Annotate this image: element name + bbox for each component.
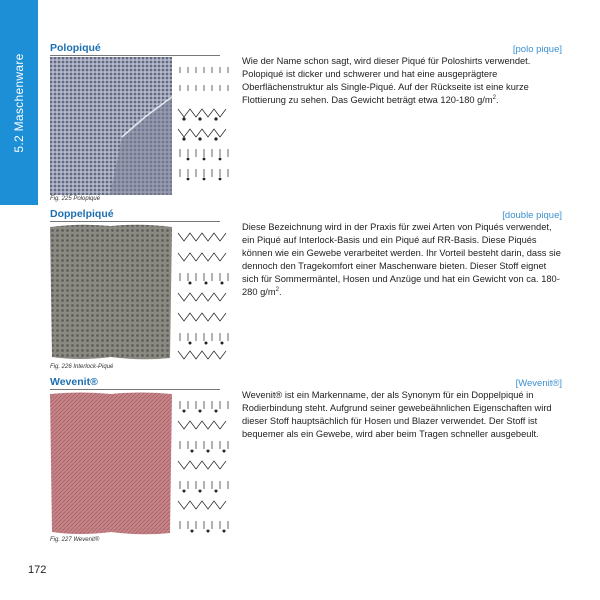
fabric-swatch-image: [50, 391, 172, 536]
section-title: Wevenit®: [50, 376, 98, 388]
page-number: 172: [28, 564, 47, 576]
section-body-text: Diese Bezeichnung wird in der Praxis für zwei Arten von Piqués verwendet, ein Piqué auf Interlock-Basis und ein Piqué auf RR-Basis. Diese Piqués können wie ein Gewebe verarbeitet werden. Ihr Vorteil besteht darin, dass sie dennoch den Tragekomfort einer Maschenware bieten. Dieser Stoff eignet sich für Sommermäntel, Hosen und Anzüge und hat ein Gewicht von ca. 180-280 $g/m^2$.: [242, 222, 561, 298]
fabric-swatch-image: [50, 223, 172, 361]
figure-caption: Fig. 225 Polopiqué: [50, 196, 101, 202]
section-body-text: Wie der Name schon sagt, wird dieser Piqué für Poloshirts verwendet. Polopiqué ist dicker und schwerer und hat eine ausgeprägtere Oberflächenstruktur als Single-Piqué. Auf der Rückseite ist eine kurze Flottierung zu sehen. Das Gewicht beträgt etwa 120-180 $g/m^2$.: [242, 56, 531, 106]
figure-caption: Fig. 226 Interlock-Piqué: [50, 364, 114, 370]
chapter-label: 5.2 Maschenware: [12, 52, 26, 153]
section-polopique: [50, 42, 562, 207]
section-wevenit: [50, 376, 562, 556]
section-doppelpique: [50, 208, 562, 373]
title-rule: [50, 55, 220, 56]
fabric-swatch-image: [50, 57, 172, 195]
knit-notation-diagram: [176, 223, 232, 365]
knit-notation-diagram: [176, 391, 232, 541]
english-term: [polo pique]: [512, 44, 562, 55]
section-body-text: Wevenit® ist ein Markenname, der als Synonym für ein Doppelpiqué in Rodierbindung steht. Aufgrund seiner gewebeähnlichen Eigenschaften wird dieser Stoff hauptsächlich für Hosen und Blazer verwendet. Der Stoff ist bequemer als ein Gewebe, wird aber beim Tragen schneller ausgebeult.: [242, 390, 552, 440]
section-title: Doppelpiqué: [50, 208, 114, 220]
section-title: Polopiqué: [50, 42, 101, 54]
chapter-side-tab: [0, 0, 38, 205]
figure-caption: Fig. 227 Wevenit®: [50, 537, 100, 543]
english-term: [Wevenit®]: [515, 378, 562, 389]
title-rule: [50, 389, 220, 390]
english-term: [double pique]: [502, 210, 562, 221]
knit-notation-diagram: [176, 57, 232, 195]
title-rule: [50, 221, 220, 222]
